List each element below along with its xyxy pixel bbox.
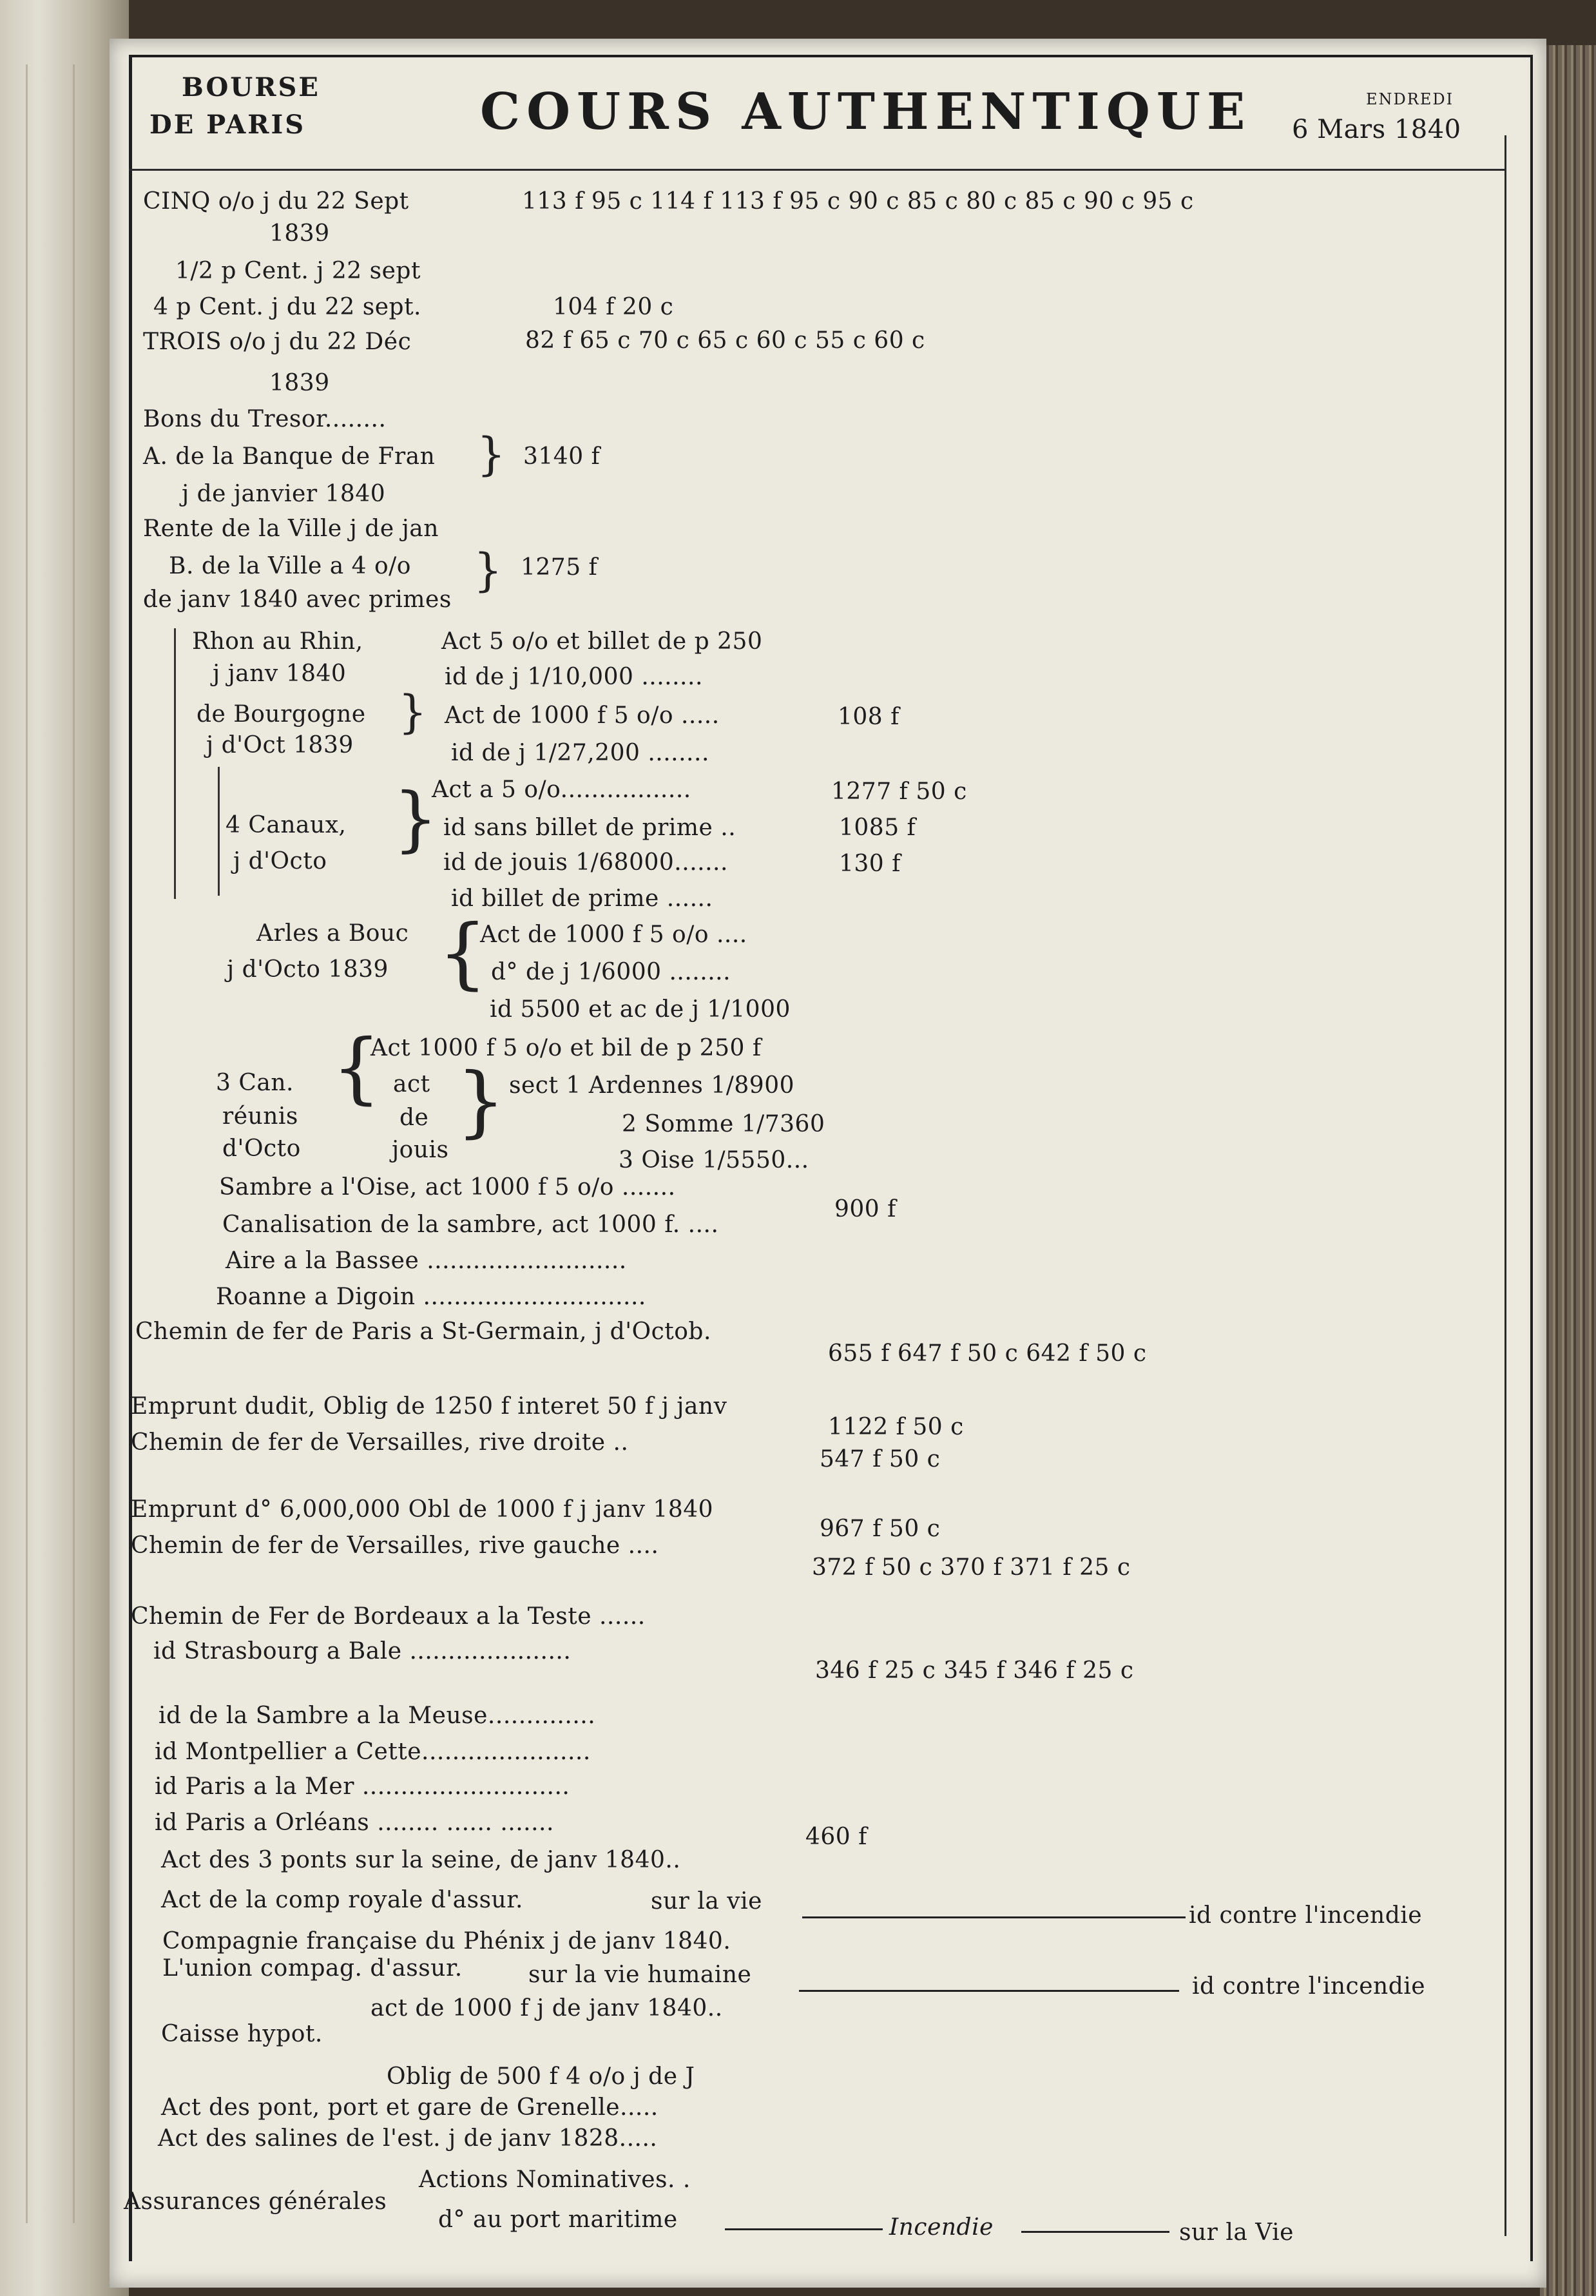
inner-frame-line [1505, 135, 1506, 2236]
rail-label: Chemin de fer de Versailles, rive droite .. [131, 1429, 629, 1456]
blank-rule [799, 1990, 1179, 1992]
blank-rule [1021, 2231, 1169, 2233]
canal-group-line [218, 767, 220, 896]
row-label: 1839 [269, 220, 330, 247]
canaux-act-2: id sans billet de prime .. [443, 815, 736, 841]
bourse-label-2: DE PARIS [149, 110, 306, 140]
canaux-label-2: j d'Octo [233, 848, 327, 874]
row2-label: Sambre a l'Oise, act 1000 f 5 o/o ....... [219, 1174, 676, 1201]
bourse-label: BOURSE [182, 72, 320, 102]
trois-can-label-3: d'Octo [222, 1135, 301, 1162]
brace: } [477, 428, 506, 481]
row-label: A. de la Banque de Fran [143, 443, 436, 470]
insurance-label: Actions Nominatives. . [419, 2166, 691, 2193]
trois-can-label-2: réunis [222, 1103, 298, 1130]
binding-lines [26, 64, 75, 2223]
insurance-label: Act de la comp royale d'assur. [161, 1887, 523, 1913]
arles-act: Act de 1000 f 5 o/o .... [480, 921, 747, 948]
rhone-act-2: id de j 1/10,000 ........ [445, 664, 703, 690]
row-value: 113 f 95 c 114 f 113 f 95 c 90 c 85 c 80 c 85 c 90 c 95 c [522, 188, 1194, 215]
row-label: TROIS o/o j du 22 Déc [143, 329, 412, 355]
arles-label-2: j d'Octo 1839 [227, 956, 389, 983]
bourgogne-label-2: j d'Oct 1839 [206, 732, 354, 758]
row-label: j de janvier 1840 [182, 481, 386, 507]
trois-can-mid-2: de [399, 1105, 429, 1131]
row-value: 82 f 65 c 70 c 65 c 60 c 55 c 60 c [525, 327, 925, 354]
rail-value: 547 f 50 c [820, 1446, 941, 1472]
header-rule [129, 169, 1505, 171]
date-label: 6 Mars 1840 [1292, 115, 1461, 144]
brace: } [393, 777, 438, 860]
rail-label: Emprunt dudit, Oblig de 1250 f interet 50 f j janv [131, 1393, 727, 1420]
insurance-label: id contre l'incendie [1189, 1902, 1423, 1929]
brace: } [456, 1057, 506, 1146]
insurance-label: Oblig de 500 f 4 o/o j de J [387, 2063, 695, 2090]
rail-value: 346 f 25 c 345 f 346 f 25 c [815, 1657, 1134, 1684]
canaux-value: 1277 f 50 c [831, 778, 967, 805]
arles-act-3: id 5500 et ac de j 1/1000 [490, 996, 791, 1023]
brace: } [474, 544, 503, 597]
brace: } [398, 686, 427, 738]
rail-label: Chemin de Fer de Bordeaux a la Teste ...... [131, 1603, 646, 1630]
rhone-label-2: j janv 1840 [213, 661, 347, 687]
bourgogne-act: Act de 1000 f 5 o/o ..... [445, 702, 720, 729]
bourgogne-value: 108 f [838, 704, 899, 730]
insurance-label: id contre l'incendie [1192, 1973, 1426, 2000]
rail-label: id Paris a la Mer ........................... [155, 1773, 570, 1800]
row2-label: Canalisation de la sambre, act 1000 f. .... [222, 1211, 719, 1238]
rail-label: Emprunt d° 6,000,000 Obl de 1000 f j janv 1840 [131, 1496, 714, 1523]
canal-group-line [174, 628, 176, 899]
rail-label: Chemin de fer de Paris a St-Germain, j d'Octob. [135, 1318, 711, 1345]
row-label: 4 p Cent. j du 22 sept. [153, 294, 421, 320]
blank-rule [725, 2228, 883, 2230]
row-label: CINQ o/o j du 22 Sept [143, 188, 409, 215]
rail-label: Chemin de fer de Versailles, rive gauche .... [131, 1532, 659, 1559]
row2-label: Roanne a Digoin ............................. [216, 1284, 646, 1310]
insurance-label: sur la vie [651, 1888, 762, 1915]
rail-label: id Strasbourg a Bale ..................... [153, 1638, 572, 1664]
insurance-label: act de 1000 f j de janv 1840.. [370, 1995, 723, 2021]
page-edges [1540, 45, 1596, 2296]
row-value: 104 f 20 c [553, 294, 674, 320]
insurance-label: L'union compag. d'assur. [162, 1955, 463, 1982]
bourgogne-act-2: id de j 1/27,200 ........ [451, 740, 709, 766]
rail-label: id de la Sambre a la Meuse.............. [159, 1703, 596, 1729]
rhone-label: Rhon au Rhin, [192, 628, 363, 655]
row-label: Bons du Tresor........ [143, 406, 387, 432]
row2-label: Aire a la Bassee .......................... [226, 1248, 627, 1274]
insurance-label: Compagnie française du Phénix j de janv 1840. [162, 1928, 731, 1954]
trois-can-label: 3 Can. [216, 1070, 294, 1096]
arles-label: Arles a Bouc [256, 920, 409, 947]
row-value: 1275 f [521, 554, 598, 581]
insurance-label: sur la vie humaine [528, 1962, 752, 1988]
arles-act-2: d° de j 1/6000 ........ [491, 959, 731, 985]
canaux-act-3: id de jouis 1/68000....... [443, 849, 728, 876]
canaux-value-2: 1085 f [839, 815, 916, 841]
rail-value: 460 f [805, 1824, 867, 1850]
rail-value: 655 f 647 f 50 c 642 f 50 c [828, 1340, 1147, 1367]
canaux-label: 4 Canaux, [226, 812, 347, 838]
insurance-label: sur la Vie [1179, 2219, 1294, 2246]
insurance-label: d° au port maritime [438, 2206, 678, 2233]
trois-can-sect: sect 1 Ardennes 1/8900 [509, 1072, 794, 1099]
insurance-label: Act des salines de l'est. j de janv 1828..... [158, 2125, 658, 2152]
row-label: 1839 [269, 370, 330, 396]
row-label: Rente de la Ville j de jan [143, 516, 439, 542]
brace: { [332, 1023, 381, 1113]
insurance-label: Act des pont, port et gare de Grenelle..... [161, 2094, 659, 2121]
canaux-act: Act a 5 o/o................. [432, 777, 691, 803]
trois-can-mid-3: jouis [392, 1137, 449, 1163]
rail-label: Act des 3 ponts sur la seine, de janv 1840.. [161, 1847, 681, 1873]
canaux-value-3: 130 f [839, 851, 901, 877]
bourgogne-label: de Bourgogne [197, 701, 366, 728]
canaux-act-4: id billet de prime ...... [451, 885, 713, 912]
rail-label: id Montpellier a Cette...................... [155, 1739, 591, 1765]
row-label: de janv 1840 avec primes [143, 586, 452, 613]
row2-value: 900 f [834, 1196, 896, 1222]
brace: { [438, 909, 488, 998]
row-label: B. de la Ville a 4 o/o [169, 553, 411, 579]
row-value: 3140 f [523, 443, 601, 470]
insurance-label: Incendie [889, 2214, 994, 2241]
rail-value: 967 f 50 c [820, 1516, 941, 1542]
day-label: ENDREDI [1366, 90, 1454, 108]
blank-rule [802, 1916, 1186, 1918]
rail-value: 372 f 50 c 370 f 371 f 25 c [812, 1554, 1131, 1581]
trois-can-act: Act 1000 f 5 o/o et bil de p 250 f [370, 1035, 762, 1061]
insurance-label: Assurances générales [124, 2188, 387, 2215]
rail-value: 1122 f 50 c [828, 1414, 964, 1440]
row-label: 1/2 p Cent. j 22 sept [175, 258, 421, 284]
trois-can-sect-2: 2 Somme 1/7360 [622, 1111, 825, 1137]
insurance-label: Caisse hypot. [161, 2021, 323, 2047]
trois-can-sect-3: 3 Oise 1/5550... [619, 1147, 809, 1173]
rail-label: id Paris a Orléans ........ ...... ....... [155, 1809, 554, 1836]
page-title: COURS AUTHENTIQUE [480, 82, 1252, 141]
trois-can-mid: act [393, 1071, 430, 1097]
rhone-act: Act 5 o/o et billet de p 250 [441, 628, 763, 655]
